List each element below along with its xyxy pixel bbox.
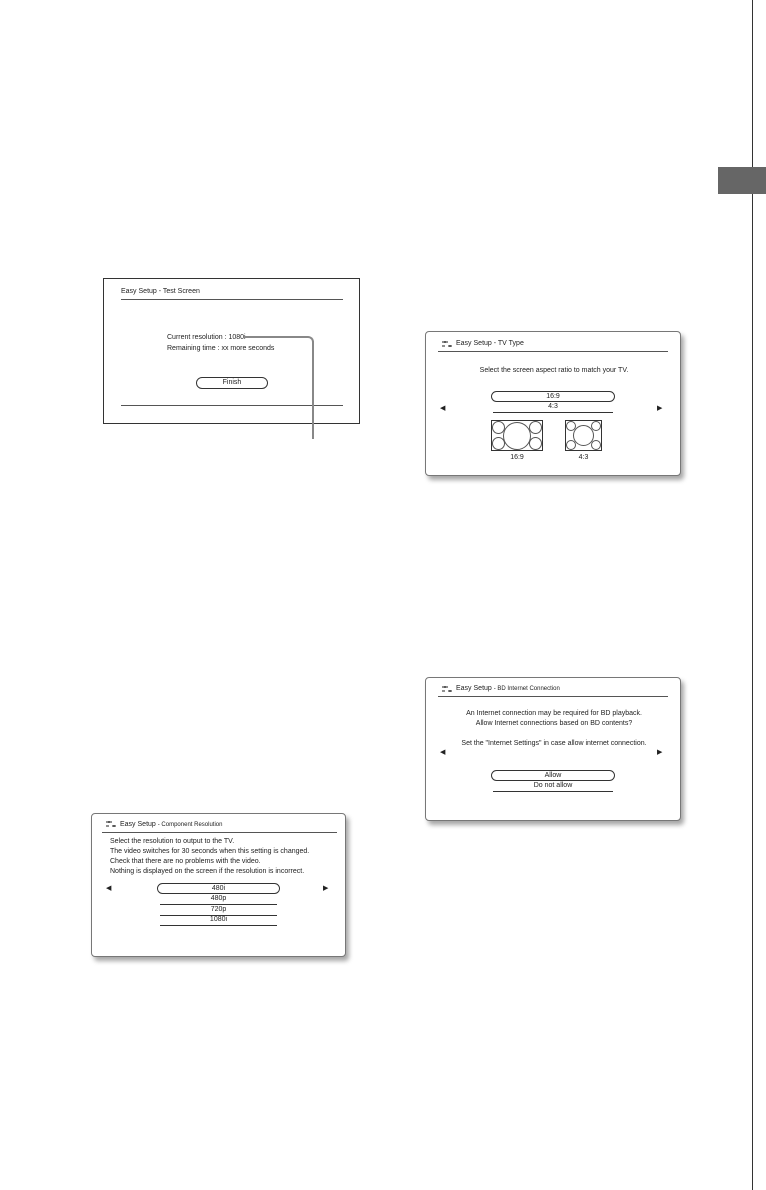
panel-title: Easy Setup - Test Screen bbox=[121, 288, 200, 295]
panel-title-sub: - BD Internet Connection bbox=[493, 686, 560, 692]
finish-button[interactable]: Finish bbox=[196, 377, 268, 389]
tv-16-9-image bbox=[491, 420, 543, 451]
bd-line-3: Set the "Internet Settings" in case allow internet connection. bbox=[461, 740, 647, 747]
option-do-not-allow[interactable]: Do not allow bbox=[493, 781, 613, 792]
instruction-line-4: Nothing is displayed on the screen if the resolution is incorrect. bbox=[110, 868, 305, 875]
tv-type-panel bbox=[425, 331, 681, 476]
bd-internet-panel bbox=[425, 677, 681, 821]
bd-line-2: Allow Internet connections based on BD contents? bbox=[475, 720, 633, 727]
right-arrow-icon[interactable]: ▶ bbox=[657, 405, 663, 412]
panel-title-sub: - Component Resolution bbox=[157, 822, 223, 828]
title-divider bbox=[438, 351, 668, 352]
instruction-line-2: The video switches for 30 seconds when this setting is changed. bbox=[110, 848, 310, 855]
right-arrow-icon[interactable]: ▶ bbox=[323, 885, 329, 892]
component-resolution-panel bbox=[91, 813, 346, 957]
test-screen-panel bbox=[103, 278, 360, 424]
instruction-text: Select the screen aspect ratio to match your TV. bbox=[479, 367, 629, 374]
bd-line-1: An Internet connection may be required for BD playback. bbox=[466, 710, 642, 717]
option-480p[interactable]: 480p bbox=[160, 894, 277, 905]
current-resolution-text: Current resolution : 1080i bbox=[167, 334, 246, 341]
option-16-9[interactable]: 16:9 bbox=[491, 391, 615, 402]
remaining-time-text: Remaining time : xx more seconds bbox=[167, 345, 275, 352]
option-480i[interactable]: 480i bbox=[157, 883, 280, 894]
setup-icon bbox=[441, 340, 453, 349]
option-1080i[interactable]: 1080i bbox=[160, 915, 277, 926]
title-divider bbox=[438, 696, 668, 697]
title-divider bbox=[102, 832, 337, 833]
left-arrow-icon[interactable]: ◀ bbox=[440, 749, 446, 756]
panel-title bbox=[456, 684, 560, 694]
label-16-9: 16:9 bbox=[510, 454, 524, 461]
panel-title bbox=[120, 820, 222, 830]
option-allow[interactable]: Allow bbox=[491, 770, 615, 781]
callout-line bbox=[245, 336, 314, 439]
label-4-3: 4:3 bbox=[578, 454, 589, 461]
instruction-line-1: Select the resolution to output to the TV. bbox=[110, 838, 235, 845]
left-arrow-icon[interactable]: ◀ bbox=[106, 885, 112, 892]
setup-icon bbox=[105, 820, 117, 829]
option-4-3[interactable]: 4:3 bbox=[493, 402, 613, 413]
left-arrow-icon[interactable]: ◀ bbox=[440, 405, 446, 412]
option-720p[interactable]: 720p bbox=[160, 905, 277, 916]
right-arrow-icon[interactable]: ▶ bbox=[657, 749, 663, 756]
tv-4-3-image bbox=[565, 420, 602, 451]
title-divider bbox=[121, 299, 343, 300]
panel-title-main: Easy Setup bbox=[120, 821, 156, 828]
chapter-tab bbox=[718, 167, 766, 194]
instruction-line-3: Check that there are no problems with the video. bbox=[110, 858, 261, 865]
panel-title: Easy Setup - TV Type bbox=[456, 340, 524, 347]
setup-icon bbox=[441, 685, 453, 694]
panel-title-main: Easy Setup bbox=[456, 685, 492, 692]
